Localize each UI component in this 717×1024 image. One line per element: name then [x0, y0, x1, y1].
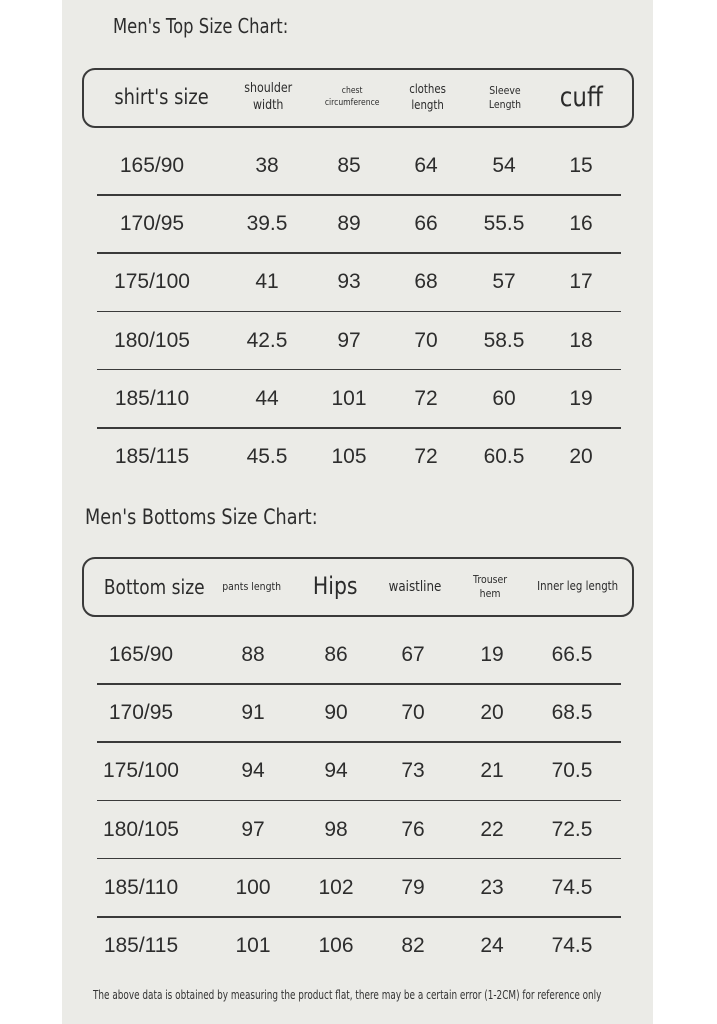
top-header-label: clothes length: [409, 82, 447, 112]
top-table-row: [97, 428, 621, 486]
bottom-measure-cell: 19: [480, 643, 504, 666]
top-size-cell: 180/105: [114, 328, 190, 352]
top-measure-cell: 58.5: [483, 328, 525, 352]
bottom-measure-cell: 73: [401, 759, 425, 783]
top-measure-cell: 42.5: [246, 328, 288, 352]
bottom-measure-cell: 23: [480, 875, 504, 899]
top-measure-cell: 17: [569, 270, 593, 294]
bottom-measure-cell: 24: [480, 934, 504, 957]
bottom-header-label: Inner leg length: [537, 579, 619, 594]
top-size-cell: 165/90: [119, 154, 185, 177]
top-measure-cell: 41: [255, 270, 279, 294]
top-header-label: cuff: [559, 82, 603, 114]
bottom-measure-cell: 76: [401, 817, 425, 841]
bottom-table-row: [97, 917, 621, 975]
bottom-table-row: [97, 801, 621, 859]
top-table-row: [97, 253, 621, 311]
bottom-size-cell: 185/110: [103, 875, 179, 899]
top-measure-cell: 19: [569, 386, 593, 410]
top-measure-cell: 68: [414, 270, 438, 294]
top-measure-cell: 60.5: [483, 445, 525, 468]
top-measure-cell: 66: [414, 212, 438, 236]
bottom-measure-cell: 97: [241, 817, 265, 841]
top-measure-cell: 72: [414, 386, 438, 410]
bottom-chart-title: Men's Bottoms Size Chart:: [85, 505, 318, 529]
bottom-header-label: Hips: [312, 572, 358, 601]
top-measure-cell: 89: [337, 212, 361, 236]
bottom-table-row: [97, 859, 621, 917]
bottom-measure-cell: 82: [401, 934, 425, 957]
top-measure-cell: 55.5: [483, 212, 525, 236]
bottom-size-cell: 185/115: [103, 934, 179, 957]
top-measure-cell: 64: [414, 154, 438, 177]
top-header-label: shoulder width: [244, 81, 292, 113]
top-header-label: shirt's size: [114, 85, 210, 110]
top-measure-cell: 16: [569, 212, 593, 236]
bottom-measure-cell: 22: [480, 817, 504, 841]
top-size-cell: 170/95: [119, 212, 185, 236]
top-measure-cell: 44: [255, 386, 279, 410]
top-size-cell: 185/110: [114, 386, 190, 410]
bottom-measure-cell: 98: [324, 817, 348, 841]
bottom-measure-cell: 74.5: [551, 875, 593, 899]
top-table-row: [97, 195, 621, 253]
top-size-cell: 185/115: [114, 445, 190, 468]
bottom-measure-cell: 94: [324, 759, 348, 783]
bottom-header-label: Bottom size: [103, 575, 205, 599]
bottom-measure-cell: 86: [324, 643, 348, 666]
bottom-measure-cell: 66.5: [551, 643, 593, 666]
footnote: The above data is obtained by measuring the product flat, there may be a certain error (1-2CM) for reference only: [93, 988, 602, 1002]
top-measure-cell: 105: [331, 445, 367, 468]
top-table-row: [97, 312, 621, 370]
top-measure-cell: 57: [492, 270, 516, 294]
top-measure-cell: 20: [569, 445, 593, 468]
bottom-measure-cell: 74.5: [551, 934, 593, 957]
top-measure-cell: 39.5: [246, 212, 288, 236]
top-measure-cell: 93: [337, 270, 361, 294]
bottom-table-row: [97, 742, 621, 800]
bottom-size-cell: 170/95: [108, 701, 174, 725]
bottom-header-label: Trouser hem: [472, 572, 508, 600]
top-measure-cell: 97: [337, 328, 361, 352]
bottom-measure-cell: 100: [235, 875, 271, 899]
bottom-table-row: [97, 626, 621, 684]
top-measure-cell: 18: [569, 328, 593, 352]
top-header-label: Sleeve Length: [488, 83, 522, 111]
bottom-size-cell: 175/100: [103, 759, 179, 783]
top-chart-header: [82, 68, 634, 128]
bottom-measure-cell: 90: [324, 701, 348, 725]
bottom-measure-cell: 102: [318, 875, 354, 899]
bottom-header-label: waistline: [388, 578, 442, 595]
bottom-header-label: pants length: [222, 579, 282, 593]
top-chart-title: Men's Top Size Chart:: [113, 14, 289, 38]
bottom-size-cell: 165/90: [108, 643, 174, 666]
bottom-measure-cell: 79: [401, 875, 425, 899]
top-measure-cell: 54: [492, 154, 516, 177]
bottom-chart-header: [82, 557, 634, 617]
top-measure-cell: 72: [414, 445, 438, 468]
bottom-measure-cell: 106: [318, 934, 354, 957]
bottom-table-row: [97, 684, 621, 742]
bottom-measure-cell: 88: [241, 643, 265, 666]
top-measure-cell: 101: [331, 386, 367, 410]
bottom-measure-cell: 21: [480, 759, 504, 783]
top-measure-cell: 85: [337, 154, 361, 177]
top-measure-cell: 45.5: [246, 445, 288, 468]
top-table-row: [97, 370, 621, 428]
top-measure-cell: 70: [414, 328, 438, 352]
bottom-measure-cell: 91: [241, 701, 265, 725]
top-measure-cell: 60: [492, 386, 516, 410]
bottom-measure-cell: 72.5: [551, 817, 593, 841]
bottom-size-cell: 180/105: [103, 817, 179, 841]
bottom-measure-cell: 70: [401, 701, 425, 725]
bottom-measure-cell: 70.5: [551, 759, 593, 783]
bottom-measure-cell: 94: [241, 759, 265, 783]
top-header-cell: [511, 70, 651, 126]
bottom-measure-cell: 67: [401, 643, 425, 666]
bottom-measure-cell: 20: [480, 701, 504, 725]
bottom-measure-cell: 68.5: [551, 701, 593, 725]
bottom-measure-cell: 101: [235, 934, 271, 957]
top-header-label: chest circumference: [324, 86, 380, 108]
bottom-header-cell: [508, 559, 648, 615]
top-table-row: [97, 137, 621, 195]
top-measure-cell: 38: [255, 154, 279, 177]
top-measure-cell: 15: [569, 154, 593, 177]
top-size-cell: 175/100: [114, 270, 190, 294]
